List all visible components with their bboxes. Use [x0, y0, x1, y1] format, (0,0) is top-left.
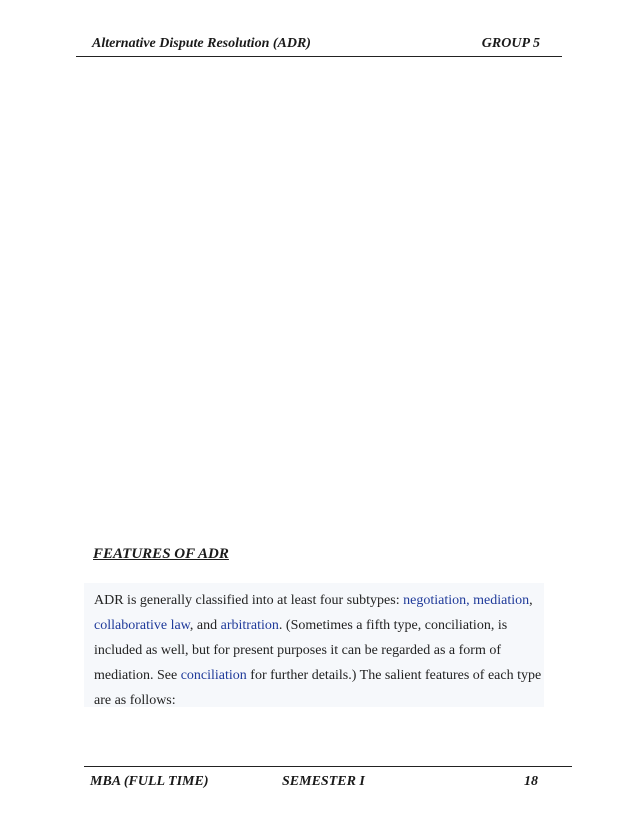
link-collaborative-law[interactable]: collaborative law — [94, 618, 190, 633]
footer-program: MBA (FULL TIME) — [90, 774, 209, 789]
link-arbitration[interactable]: arbitration — [220, 618, 279, 633]
link-mediation[interactable]: mediation — [473, 593, 530, 608]
paragraph-text-5: for further details.) The salient features of each type are as follows: — [94, 668, 542, 708]
paragraph-block — [84, 583, 544, 707]
footer-semester: SEMESTER I — [282, 774, 365, 789]
paragraph-text-2: , — [529, 593, 533, 608]
page-header — [76, 32, 562, 57]
link-negotiation-comma: , — [466, 593, 470, 608]
section-heading: FEATURES OF ADR — [93, 546, 229, 562]
footer-page-number: 18 — [524, 774, 538, 789]
header-title: Alternative Dispute Resolution (ADR) — [92, 36, 311, 51]
page-footer — [84, 766, 572, 797]
paragraph-text-1: ADR is generally classified into at least four subtypes: — [94, 593, 404, 608]
link-negotiation[interactable]: negotiation — [403, 593, 467, 608]
body-paragraph — [94, 588, 544, 713]
paragraph-text-3: , and — [189, 618, 221, 633]
link-conciliation[interactable]: conciliation — [180, 668, 247, 683]
header-group: GROUP 5 — [481, 36, 540, 51]
paragraph-text-4: . (Sometimes a fifth type, conciliation, is included as well, but for present purposes it can be regarded as a form of mediation. See — [94, 618, 508, 683]
